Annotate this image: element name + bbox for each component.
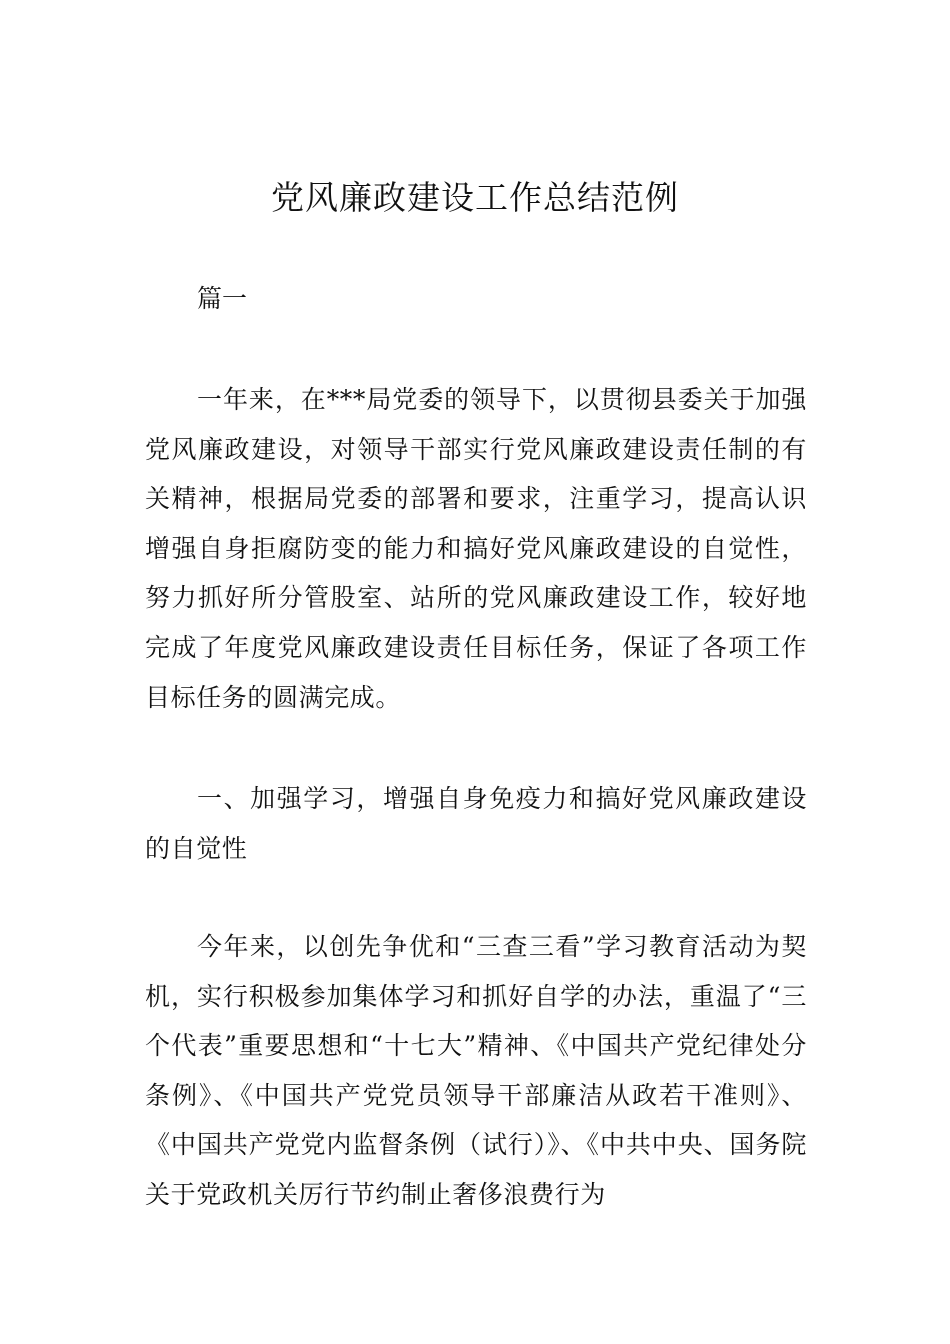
section-label: 篇一: [197, 284, 248, 313]
section-heading-1: 一、加强学习，增强自身免疫力和搞好党风廉政建设的自觉性: [145, 784, 807, 863]
paragraph-intro: 一年来，在***局党委的领导下，以贯彻县委关于加强党风廉政建设，对领导干部实行党风廉政建设责任制的有关精神，根据局党委的部署和要求，注重学习，提高认识增强自身拒腐防变的能力和搞好党风廉政建设的自觉性，努力抓好所分管股室、站所的党风廉政建设工作，较好地完成了年度党风廉政建设责任目标任务，保证了各项工作目标任务的圆满完成。: [145, 385, 807, 712]
paragraph-study: 今年来，以创先争优和“三查三看”学习教育活动为契机，实行积极参加集体学习和抓好自学的办法，重温了“三个代表”重要思想和“十七大”精神、《中国共产党纪律处分条例》、《中国共产党党员领导干部廉洁从政若干准则》、《中国共产党党内监督条例（试行）》、《中共中央、国务院关于党政机关厉行节约制止奢侈浪费行为: [145, 932, 807, 1209]
document-title: 党风廉政建设工作总结范例: [271, 178, 679, 217]
